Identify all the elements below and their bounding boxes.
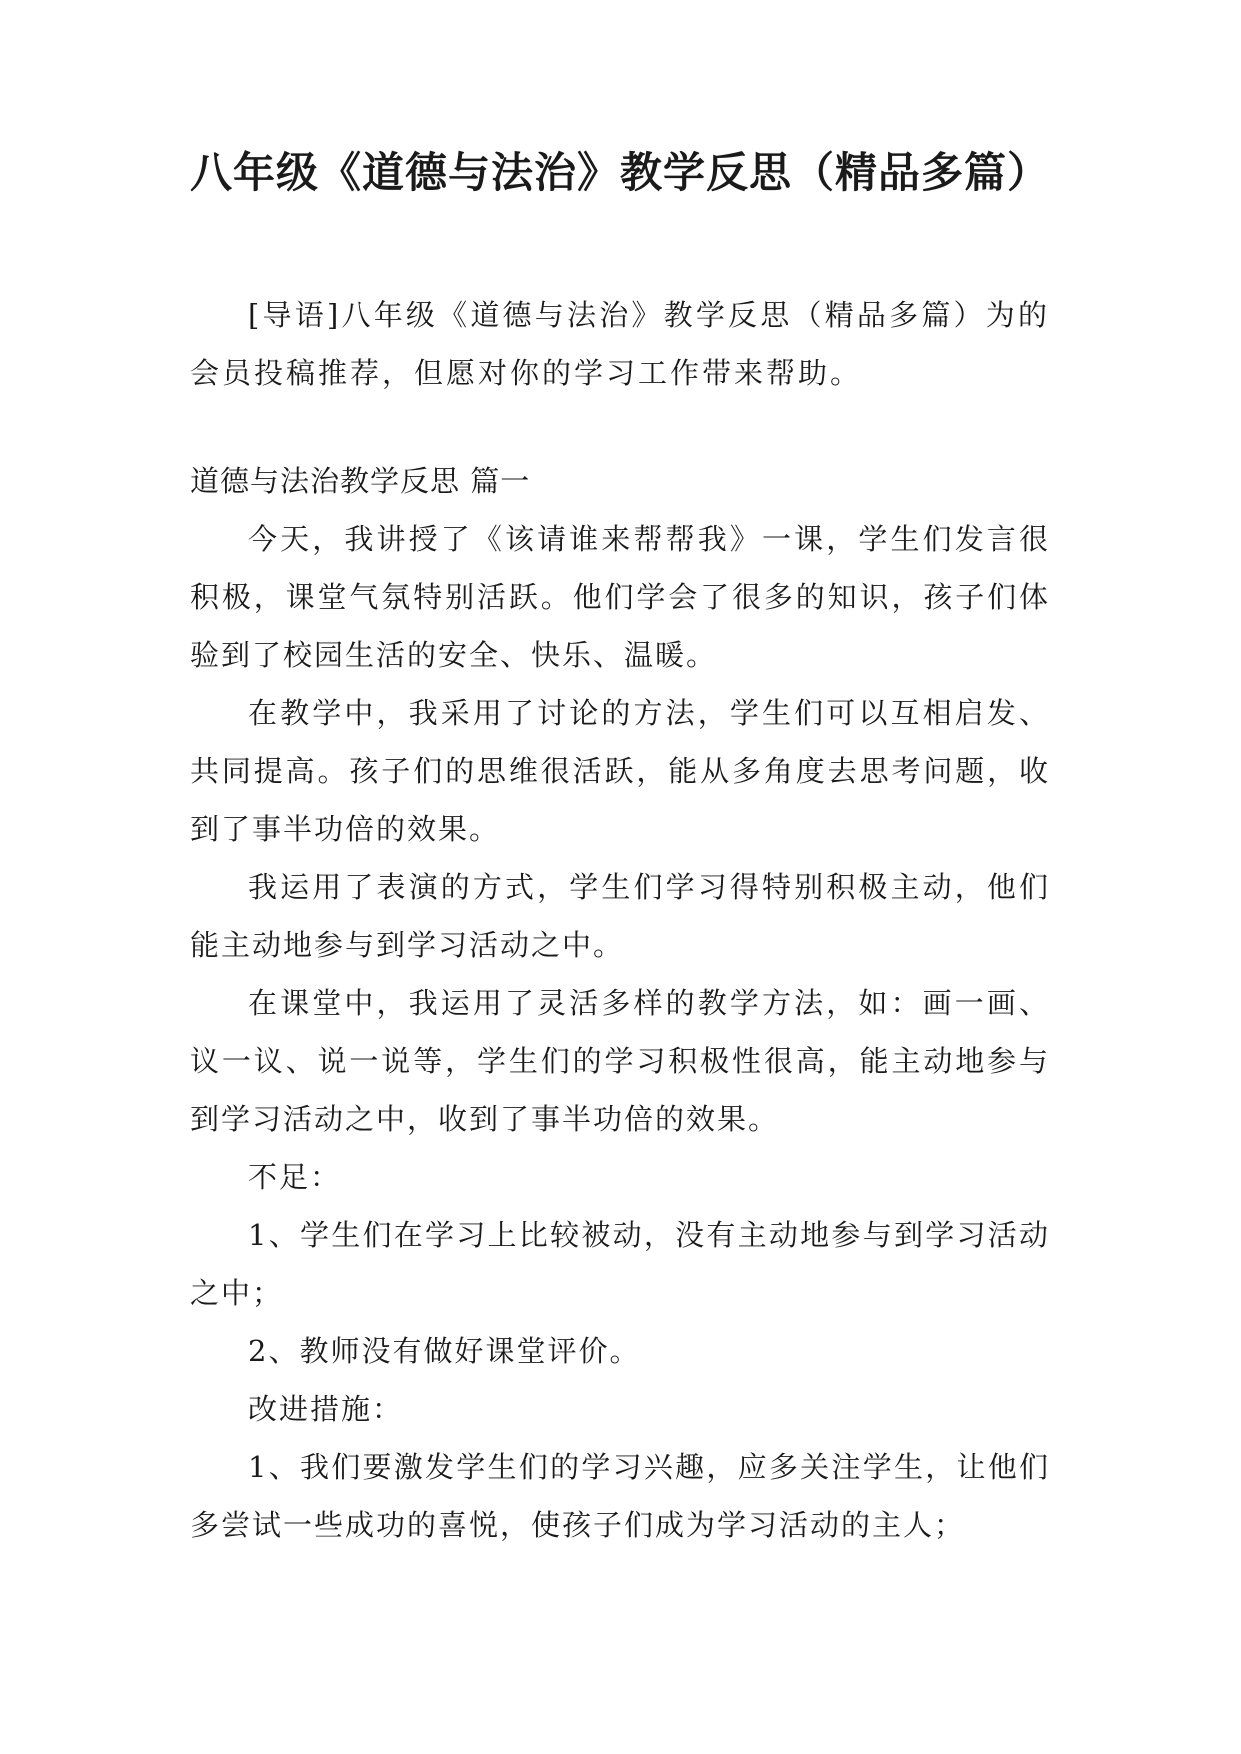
document-body — [190, 286, 1050, 1554]
section-heading: 道德与法治教学反思 篇一 — [190, 464, 531, 498]
body-paragraph: 不足： — [248, 1160, 342, 1194]
body-paragraph: 在课堂中，我运用了灵活多样的教学方法，如：画一画、议一议、说一说等，学生们的学习积极性很高，能主动地参与到学习活动之中，收到了事半功倍的效果。 — [190, 986, 1050, 1136]
body-paragraph: 1、我们要激发学生们的学习兴趣，应多关注学生，让他们多尝试一些成功的喜悦，使孩子们成为学习活动的主人； — [190, 1450, 1050, 1542]
spacer — [190, 402, 1050, 452]
body-paragraph: 2、教师没有做好课堂评价。 — [248, 1334, 641, 1368]
intro-paragraph: [导语]八年级《道德与法治》教学反思（精品多篇）为的会员投稿推荐，但愿对你的学习工作带来帮助。 — [190, 298, 1050, 390]
body-paragraph: 我运用了表演的方式，学生们学习得特别积极主动，他们能主动地参与到学习活动之中。 — [190, 870, 1050, 962]
body-paragraph: 1、学生们在学习上比较被动，没有主动地参与到学习活动之中； — [190, 1218, 1050, 1310]
body-paragraph: 在教学中，我采用了讨论的方法，学生们可以互相启发、共同提高。孩子们的思维很活跃，能从多角度去思考问题，收到了事半功倍的效果。 — [190, 696, 1050, 846]
body-paragraph: 改进措施： — [248, 1392, 404, 1426]
document-title: 八年级《道德与法治》教学反思（精品多篇） — [189, 148, 1050, 197]
body-paragraph: 今天，我讲授了《该请谁来帮帮我》一课，学生们发言很积极，课堂气氛特别活跃。他们学会了很多的知识，孩子们体验到了校园生活的安全、快乐、温暖。 — [190, 522, 1050, 672]
